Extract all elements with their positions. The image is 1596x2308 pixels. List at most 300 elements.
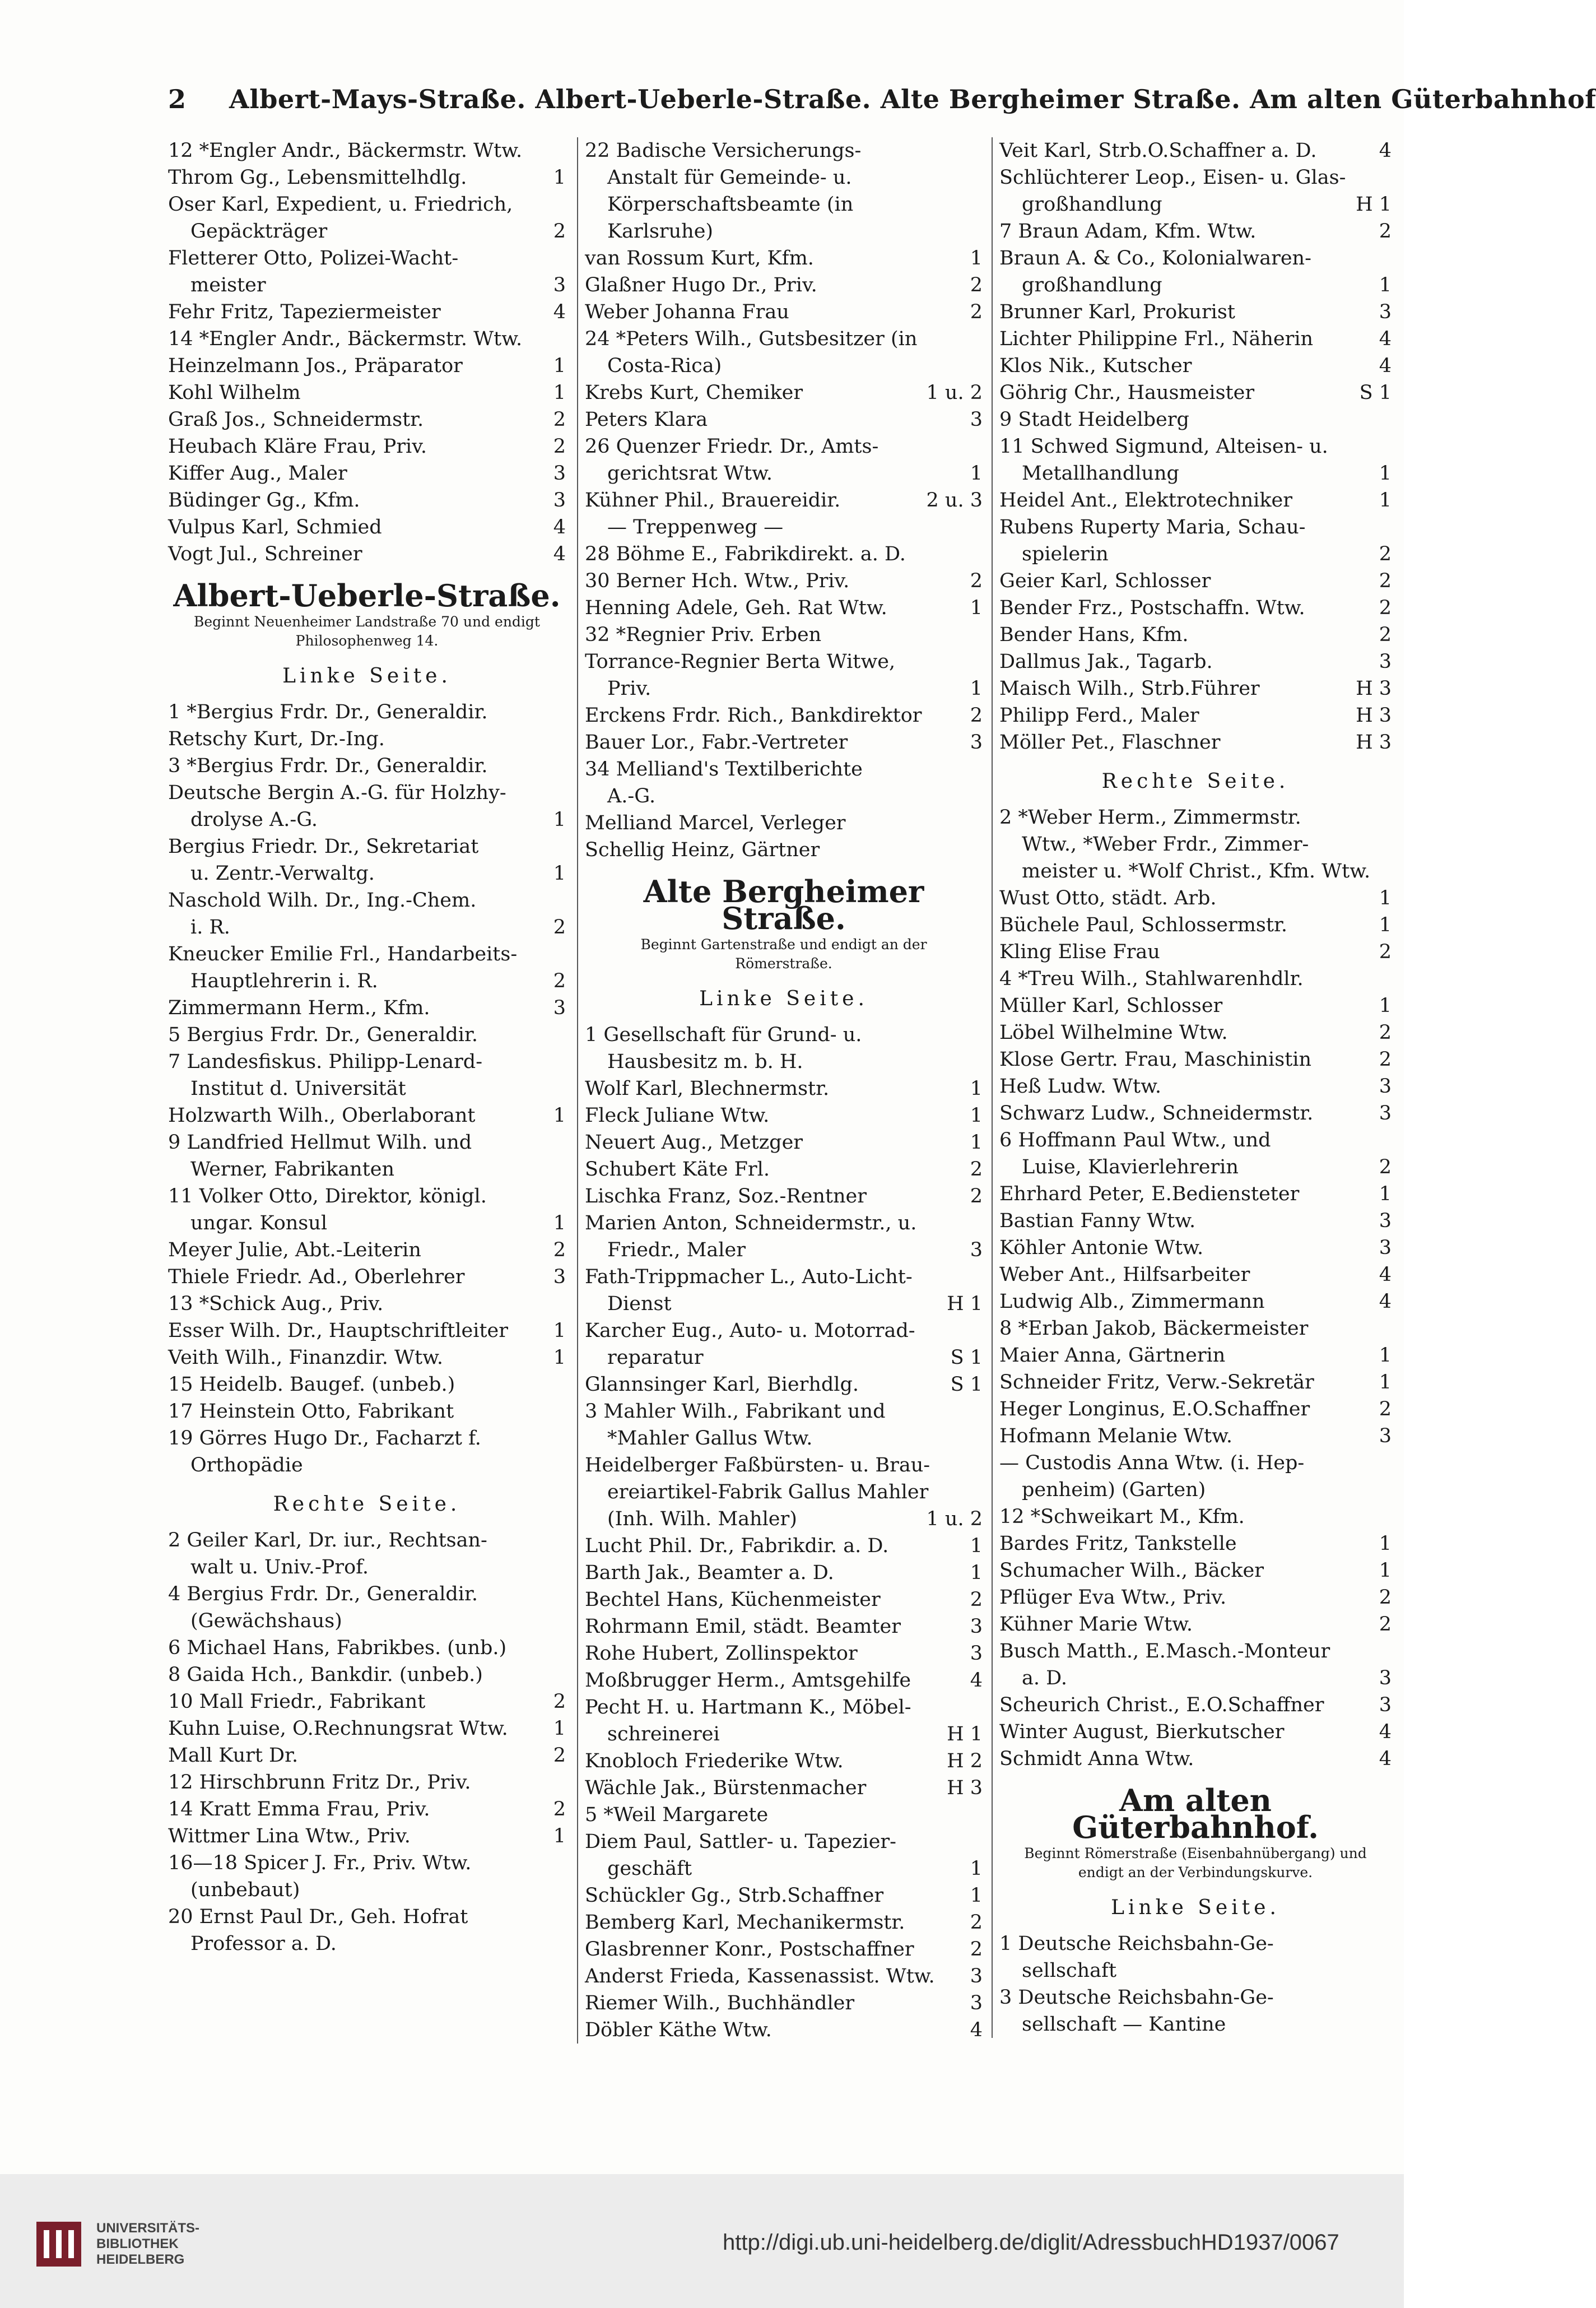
entry-list (999, 1930, 1392, 2038)
entry-text: — Treppenweg — (607, 516, 784, 538)
floor-number (978, 1048, 983, 1075)
side-heading: Rechte Seite. (273, 1493, 461, 1516)
floor-number (1387, 1503, 1392, 1530)
entry-text: reparatur (607, 1346, 704, 1369)
entry-text: 7 Braun Adam, Kfm. Wtw. (999, 220, 1257, 243)
entry-text: 17 Heinstein Otto, Fabrikant (168, 1400, 454, 1423)
floor-number: 2 (1379, 1398, 1392, 1420)
entry-text: Knobloch Friederike Wtw. (585, 1750, 844, 1772)
directory-entry (168, 1317, 566, 1344)
floor-number (978, 648, 983, 675)
entry-text: Körperschaftsbeamte (in (607, 193, 854, 216)
floor-number: 2 (970, 1589, 983, 1611)
entry-text: 26 Quenzer Friedr. Dr., Amts- (585, 435, 879, 458)
directory-entry (585, 352, 983, 379)
entry-text: Institut d. Universität (190, 1078, 406, 1100)
directory-entry (999, 2011, 1392, 2038)
floor-number: 2 (1379, 1156, 1392, 1178)
floor-number (561, 1634, 566, 1661)
floor-number (561, 941, 566, 968)
directory-entry (168, 1075, 566, 1102)
floor-number: 4 (1379, 1748, 1392, 1770)
directory-entry (999, 1423, 1392, 1450)
entry-text: Vogt Jul., Schreiner (168, 543, 362, 565)
floor-number (1387, 245, 1392, 272)
directory-entry (168, 1156, 566, 1183)
directory-entry (999, 137, 1392, 164)
floor-number: 4 (553, 516, 566, 538)
entry-text: 4 *Treu Wilh., Stahlwarenhdlr. (999, 968, 1304, 990)
floor-number (561, 1021, 566, 1048)
entry-text: 16—18 Spicer J. Fr., Priv. Wtw. (168, 1852, 472, 1874)
entry-text: 15 Heidelb. Baugef. (unbeb.) (168, 1373, 455, 1396)
page-header (168, 84, 1596, 123)
entry-text: 10 Mall Friedr., Fabrikant (168, 1691, 426, 1713)
entry-text: Rubens Ruperty Maria, Schau- (999, 516, 1306, 538)
entry-text: Heubach Kläre Frau, Priv. (168, 435, 427, 458)
entry-text: 9 Stadt Heidelberg (999, 408, 1189, 431)
entry-text: Bender Hans, Kfm. (999, 624, 1189, 646)
floor-number: 3 (970, 1642, 983, 1665)
floor-number (978, 1694, 983, 1721)
directory-entry (585, 1290, 983, 1317)
floor-number: 4 (553, 301, 566, 323)
floor-number (1387, 164, 1392, 191)
floor-number: 3 (553, 489, 566, 512)
directory-entry (585, 1102, 983, 1129)
floor-number: 2 (1379, 570, 1392, 592)
floor-number: 4 (1379, 1721, 1392, 1743)
entry-text: Rohe Hubert, Zollinspektor (585, 1642, 858, 1665)
directory-entry (585, 1909, 983, 1936)
entry-text: Retschy Kurt, Dr.-Ing. (168, 728, 385, 750)
floor-number: S 1 (950, 1346, 983, 1369)
entry-text: *Mahler Gallus Wtw. (607, 1427, 813, 1450)
directory-entry (168, 1608, 566, 1634)
directory-entry (999, 992, 1392, 1019)
directory-entry (999, 1503, 1392, 1530)
directory-entry (999, 299, 1392, 326)
floor-number: 2 (1379, 624, 1392, 646)
page-number: 2 (168, 84, 187, 114)
directory-entry (168, 1237, 566, 1264)
entry-text: Busch Matth., E.Masch.-Monteur (999, 1640, 1330, 1662)
entry-text: Orthopädie (190, 1454, 303, 1476)
floor-number: 1 (1379, 1371, 1392, 1394)
directory-entry (999, 858, 1392, 885)
entry-text: 34 Melliand's Textilberichte (585, 758, 863, 781)
entry-text: Deutsche Bergin A.-G. für Holzhy- (168, 782, 506, 804)
directory-entry (168, 726, 566, 753)
page-running-title: Albert-Mays-Straße. Albert-Ueberle-Straße. Alte Bergheimer Straße. Am alten Güterbahnhof (229, 84, 1596, 114)
entry-text: Maier Anna, Gärtnerin (999, 1344, 1226, 1367)
permalink-url[interactable]: http://digi.ub.uni-heidelberg.de/diglit/AdressbuchHD1937/0067 (723, 2230, 1339, 2255)
entry-text: Kiffer Aug., Maler (168, 462, 347, 485)
directory-entry (585, 1882, 983, 1909)
directory-entry (168, 887, 566, 914)
floor-number (561, 1769, 566, 1796)
entry-text: penheim) (Garten) (1022, 1479, 1206, 1501)
entry-text: Riemer Wilh., Buchhändler (585, 1992, 855, 2014)
floor-number: 4 (1379, 1290, 1392, 1313)
directory-entry (585, 460, 983, 487)
directory-entry (585, 1694, 983, 1721)
directory-entry (585, 810, 983, 837)
directory-entry (999, 326, 1392, 352)
entry-text: Wächle Jak., Bürstenmacher (585, 1777, 867, 1799)
entry-text: spielerin (1022, 543, 1109, 565)
floor-number (1387, 1127, 1392, 1154)
floor-number: 2 (553, 1798, 566, 1821)
floor-number (978, 1452, 983, 1479)
entry-text: Philipp Ferd., Maler (999, 704, 1199, 727)
floor-number (978, 1021, 983, 1048)
directory-entry (168, 1048, 566, 1075)
directory-entry (168, 1264, 566, 1290)
directory-entry (999, 1342, 1392, 1369)
floor-number (1387, 831, 1392, 858)
entry-text: gerichtsrat Wtw. (607, 462, 773, 485)
entry-text: 3 *Bergius Frdr. Dr., Generaldir. (168, 755, 488, 777)
directory-entry (585, 702, 983, 729)
floor-number (561, 1930, 566, 1957)
directory-entry (585, 675, 983, 702)
entry-text: Fehr Fritz, Tapeziermeister (168, 301, 441, 323)
floor-number: 4 (1379, 328, 1392, 350)
floor-number (561, 1425, 566, 1452)
entry-text: Hausbesitz m. b. H. (607, 1051, 803, 1073)
directory-entry (585, 1156, 983, 1183)
entry-text: Dienst (607, 1293, 672, 1315)
directory-entry (585, 1963, 983, 1990)
directory-entry (999, 191, 1392, 218)
floor-number (561, 1554, 566, 1581)
directory-entry (168, 1581, 566, 1608)
floor-number (978, 352, 983, 379)
entry-text: 28 Böhme E., Fabrikdirekt. a. D. (585, 543, 906, 565)
side-heading: Rechte Seite. (1101, 770, 1290, 793)
entry-text: i. R. (190, 916, 230, 939)
entry-text: 6 Hoffmann Paul Wtw., und (999, 1129, 1271, 1151)
directory-entry (999, 487, 1392, 514)
street-description: Beginnt Römerstraße (Eisenbahnübergang) und endigt an der Verbindungskurve. (1024, 1845, 1367, 1880)
logo-line-3: HEIDELBERG (96, 2252, 185, 2267)
directory-entry (999, 1584, 1392, 1611)
floor-number (561, 1452, 566, 1479)
directory-entry (168, 914, 566, 941)
entry-text: großhandlung (1022, 193, 1162, 216)
floor-number: 1 (1379, 462, 1392, 485)
entry-text: 11 Volker Otto, Direktor, königl. (168, 1185, 487, 1208)
entry-text: 32 *Regnier Priv. Erben (585, 624, 822, 646)
entry-text: Karcher Eug., Auto- u. Motorrad- (585, 1320, 915, 1342)
floor-number (978, 541, 983, 568)
floor-number: 1 (970, 1562, 983, 1584)
floor-number (1387, 433, 1392, 460)
directory-entry (585, 595, 983, 621)
directory-entry (168, 1129, 566, 1156)
directory-entry (999, 1261, 1392, 1288)
entry-text: Lichter Philippine Frl., Näherin (999, 328, 1314, 350)
entry-text: Werner, Fabrikanten (190, 1158, 394, 1181)
floor-number: H 3 (1356, 677, 1392, 700)
floor-number (561, 1877, 566, 1903)
directory-entry (168, 514, 566, 541)
directory-entry (168, 995, 566, 1021)
directory-entry (168, 1715, 566, 1742)
entry-text: Wolf Karl, Blechnermstr. (585, 1078, 830, 1100)
entry-text: Throm Gg., Lebensmittelhdlg. (168, 166, 467, 189)
floor-number: 2 (970, 570, 983, 592)
floor-number (978, 1398, 983, 1425)
floor-number: 1 (553, 1104, 566, 1127)
floor-number: 1 u. 2 (926, 382, 983, 404)
floor-number: 3 (1379, 1667, 1392, 1689)
floor-number (561, 191, 566, 218)
floor-number: 2 (970, 1911, 983, 1934)
directory-entry (168, 164, 566, 191)
floor-number: 4 (970, 1669, 983, 1692)
directory-entry (585, 756, 983, 783)
floor-number: 1 (970, 1535, 983, 1557)
directory-entry (585, 1237, 983, 1264)
directory-entry (168, 1850, 566, 1877)
logo-line-1: UNIVERSITÄTS- (96, 2221, 200, 2236)
entry-text: Costa-Rica) (607, 355, 722, 377)
entry-text: Anstalt für Gemeinde- u. (607, 166, 852, 189)
entry-text: 4 Bergius Frdr. Dr., Generaldir. (168, 1583, 478, 1605)
floor-number (561, 1075, 566, 1102)
entry-text: Henning Adele, Geh. Rat Wtw. (585, 597, 887, 619)
directory-entry (168, 1210, 566, 1237)
floor-number: 2 (970, 704, 983, 727)
entry-text: meister u. *Wolf Christ., Kfm. Wtw. (1022, 860, 1371, 883)
entry-text: Schlüchterer Leop., Eisen- u. Glas- (999, 166, 1346, 189)
street-description: Beginnt Neuenheimer Landstraße 70 und endigt Philosophenweg 14. (194, 614, 540, 649)
entry-text: ungar. Konsul (190, 1212, 328, 1234)
entry-text: Winter August, Bierkutscher (999, 1721, 1285, 1743)
entry-text: Hauptlehrerin i. R. (190, 970, 378, 992)
entry-text: 5 Bergius Frdr. Dr., Generaldir. (168, 1024, 478, 1046)
directory-entry (168, 968, 566, 995)
entry-text: Müller Karl, Schlosser (999, 995, 1223, 1017)
directory-entry (585, 1479, 983, 1506)
entry-text: Fath-Trippmacher L., Auto-Licht- (585, 1266, 913, 1288)
floor-number (561, 245, 566, 272)
floor-number (978, 837, 983, 863)
entry-text: Göhrig Chr., Hausmeister (999, 382, 1255, 404)
entry-text: Schneider Fritz, Verw.-Sekretär (999, 1371, 1314, 1394)
column-3 (992, 137, 1392, 2038)
floor-number (1387, 1957, 1392, 1984)
directory-entry (999, 675, 1392, 702)
entry-text: Lucht Phil. Dr., Fabrikdir. a. D. (585, 1535, 889, 1557)
directory-entry (999, 1208, 1392, 1234)
directory-entry (585, 406, 983, 433)
directory-entry (585, 379, 983, 406)
directory-entry (999, 621, 1392, 648)
directory-entry (585, 1021, 983, 1048)
floor-number: 1 (970, 677, 983, 700)
directory-entry (585, 1775, 983, 1801)
entry-text: Heger Longinus, E.O.Schaffner (999, 1398, 1310, 1420)
directory-entry (168, 326, 566, 352)
directory-entry (168, 1102, 566, 1129)
floor-number: 1 (970, 1078, 983, 1100)
entry-text: Löbel Wilhelmine Wtw. (999, 1021, 1228, 1044)
floor-number: 1 (1379, 1183, 1392, 1205)
directory-entry (168, 1796, 566, 1823)
entry-text: Bemberg Karl, Mechanikermstr. (585, 1911, 905, 1934)
entry-text: 30 Berner Hch. Wtw., Priv. (585, 570, 850, 592)
side-heading: Linke Seite. (282, 665, 452, 688)
floor-number: H 1 (947, 1293, 983, 1315)
entry-text: Erckens Frdr. Rich., Bankdirektor (585, 704, 922, 727)
directory-entry (585, 1425, 983, 1452)
floor-number: 1 (1379, 1559, 1392, 1582)
street-description: Beginnt Gartenstraße und endigt an der Römerstraße. (640, 936, 927, 972)
floor-number: 3 (553, 1266, 566, 1288)
floor-number: 3 (1379, 301, 1392, 323)
directory-entry (168, 299, 566, 326)
entry-list (585, 1021, 983, 2044)
directory-entry (999, 1692, 1392, 1719)
directory-entry (585, 568, 983, 595)
floor-number: 4 (1379, 1264, 1392, 1286)
directory-entry (168, 1183, 566, 1210)
floor-number (978, 1317, 983, 1344)
directory-entry (168, 1425, 566, 1452)
directory-entry (168, 1527, 566, 1554)
floor-number: 1 (1379, 995, 1392, 1017)
entry-list (168, 1527, 566, 1957)
entry-text: Schellig Heinz, Gärtner (585, 839, 820, 861)
directory-entry (168, 779, 566, 806)
floor-number: S 1 (1359, 382, 1392, 404)
floor-number (561, 1048, 566, 1075)
directory-entry (585, 1048, 983, 1075)
floor-number: 2 (553, 970, 566, 992)
directory-entry (999, 1557, 1392, 1584)
directory-entry (168, 860, 566, 887)
entry-text: 2 *Weber Herm., Zimmermstr. (999, 806, 1301, 829)
entry-text: Heß Ludw. Wtw. (999, 1075, 1161, 1098)
floor-number: 3 (1379, 651, 1392, 673)
column-1 (168, 137, 566, 1957)
floor-number (1387, 1450, 1392, 1476)
directory-entry (999, 1046, 1392, 1073)
library-logo[interactable] (34, 2219, 199, 2269)
directory-entry (999, 1100, 1392, 1127)
directory-entry (168, 1661, 566, 1688)
directory-entry (999, 1181, 1392, 1208)
floor-number: 2 (970, 1938, 983, 1961)
directory-entry (168, 1371, 566, 1398)
directory-entry (585, 1317, 983, 1344)
entry-text: Heidel Ant., Elektrotechniker (999, 489, 1292, 512)
entry-text: Kling Elise Frau (999, 941, 1160, 963)
entry-text: 11 Schwed Sigmund, Alteisen- u. (999, 435, 1328, 458)
directory-entry (585, 1559, 983, 1586)
entry-text: Kühner Phil., Brauereidir. (585, 489, 841, 512)
floor-number (978, 1425, 983, 1452)
entry-text: Heidelberger Faßbürsten- u. Brau- (585, 1454, 930, 1476)
directory-entry (585, 164, 983, 191)
entry-text: Weber Ant., Hilfsarbeiter (999, 1264, 1250, 1286)
entry-text: Brunner Karl, Prokurist (999, 301, 1235, 323)
entry-text: 3 Mahler Wilh., Fabrikant und (585, 1400, 886, 1423)
floor-number: 1 (970, 1884, 983, 1907)
directory-entry (168, 487, 566, 514)
floor-number (978, 1210, 983, 1237)
entry-text: Diem Paul, Sattler- u. Tapezier- (585, 1831, 896, 1853)
directory-entry (168, 406, 566, 433)
directory-entry (168, 941, 566, 968)
floor-number: 2 (1379, 941, 1392, 963)
entry-text: Karlsruhe) (607, 220, 714, 243)
directory-entry (168, 541, 566, 568)
entry-text: a. D. (1022, 1667, 1068, 1689)
floor-number: 2 (1379, 543, 1392, 565)
directory-entry (168, 245, 566, 272)
floor-number (978, 514, 983, 541)
floor-number (561, 1527, 566, 1554)
floor-number: 2 (1379, 1021, 1392, 1044)
directory-entry (999, 1073, 1392, 1100)
floor-number: 1 (553, 809, 566, 831)
floor-number: 3 (1379, 1102, 1392, 1125)
floor-number: 2 (1379, 1613, 1392, 1636)
directory-entry (999, 1957, 1392, 1984)
directory-entry (585, 621, 983, 648)
directory-entry (999, 1665, 1392, 1692)
floor-number (978, 218, 983, 245)
directory-entry (585, 514, 983, 541)
entry-text: Neuert Aug., Metzger (585, 1131, 803, 1154)
floor-number: 4 (1379, 140, 1392, 162)
entry-text: Weber Johanna Frau (585, 301, 789, 323)
directory-entry (168, 1452, 566, 1479)
floor-number: 2 (970, 1158, 983, 1181)
directory-entry (585, 1452, 983, 1479)
directory-entry (999, 218, 1392, 245)
directory-entry (168, 1903, 566, 1930)
entry-text: 2 Geiler Karl, Dr. iur., Rechtsan- (168, 1529, 487, 1552)
entry-text: Zimmermann Herm., Kfm. (168, 997, 430, 1019)
directory-entry (585, 1748, 983, 1775)
floor-number: 3 (970, 1615, 983, 1638)
directory-entry (168, 433, 566, 460)
entry-text: Wust Otto, städt. Arb. (999, 887, 1217, 909)
side-heading: Linke Seite. (1111, 1896, 1280, 1919)
directory-entry (999, 433, 1392, 460)
floor-number (978, 191, 983, 218)
entry-list (168, 137, 566, 568)
floor-number (978, 164, 983, 191)
entry-text: sellschaft — Kantine (1022, 2013, 1226, 2036)
directory-entry (999, 702, 1392, 729)
floor-number: 1 (553, 1320, 566, 1342)
floor-number (561, 1581, 566, 1608)
entry-text: Marien Anton, Schneidermstr., u. (585, 1212, 917, 1234)
directory-entry (999, 245, 1392, 272)
directory-entry (999, 804, 1392, 831)
directory-entry (999, 164, 1392, 191)
directory-entry (999, 379, 1392, 406)
floor-number (561, 1371, 566, 1398)
entry-text: 7 Landesfiskus. Philipp-Lenard- (168, 1051, 483, 1073)
entry-text: Büchele Paul, Schlossermstr. (999, 914, 1287, 936)
